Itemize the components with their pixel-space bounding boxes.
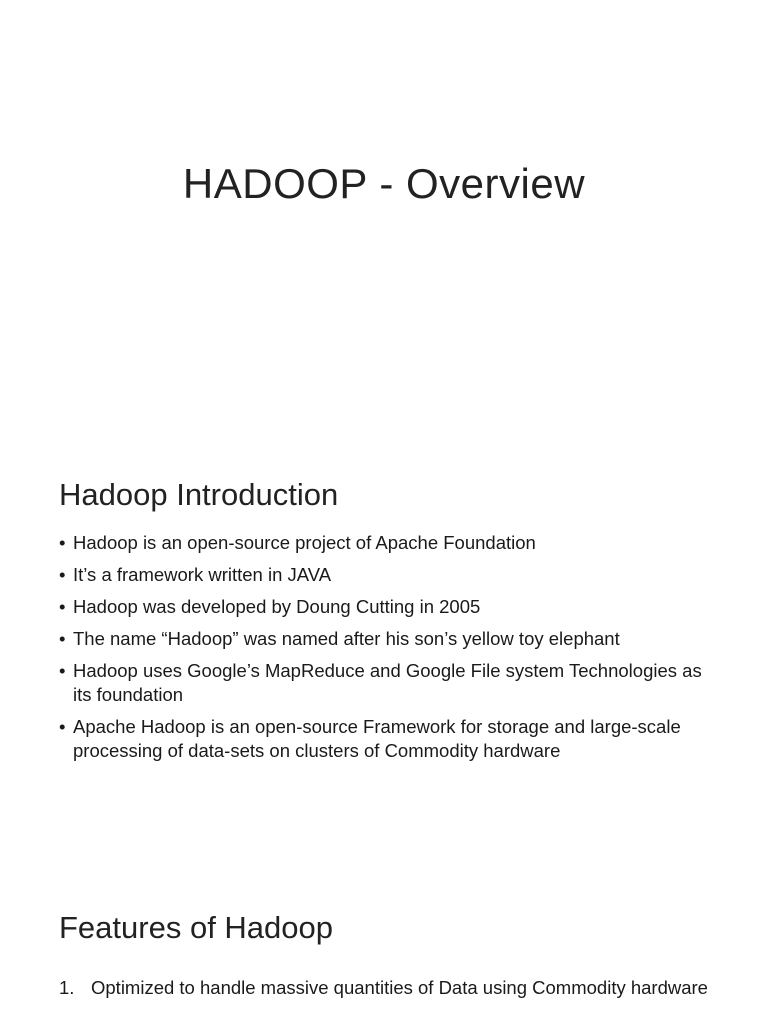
list-item-text: Apache Hadoop is an open-source Framework for storage and large-scale processing of data-sets on clusters of Commodity hardware bbox=[73, 716, 681, 761]
slide-title: HADOOP - Overview bbox=[182, 160, 586, 207]
intro-section bbox=[59, 477, 719, 771]
bullet-icon: • bbox=[59, 564, 66, 585]
bullet-icon: • bbox=[59, 532, 66, 553]
list-item bbox=[59, 595, 719, 619]
title-slide bbox=[0, 160, 768, 208]
list-item bbox=[59, 715, 719, 763]
list-item bbox=[59, 627, 719, 651]
list-item bbox=[59, 563, 719, 587]
bullet-icon: • bbox=[59, 660, 66, 681]
list-item-text: The name “Hadoop” was named after his son’s yellow toy elephant bbox=[73, 628, 620, 649]
list-item-text: Hadoop uses Google’s MapReduce and Google File system Technologies as its foundation bbox=[73, 660, 702, 705]
bullet-icon: • bbox=[59, 628, 66, 649]
bullet-icon: • bbox=[59, 596, 66, 617]
list-item-text: Hadoop was developed by Doung Cutting in 2005 bbox=[73, 596, 481, 617]
features-section bbox=[59, 910, 719, 1000]
features-heading: Features of Hadoop bbox=[59, 910, 334, 945]
intro-heading: Hadoop Introduction bbox=[59, 477, 339, 512]
intro-bullet-list bbox=[59, 531, 719, 763]
list-item bbox=[59, 531, 719, 555]
list-item bbox=[59, 976, 719, 1000]
bullet-icon: • bbox=[59, 716, 66, 737]
list-item bbox=[59, 659, 719, 707]
features-numbered-list bbox=[59, 976, 719, 1000]
list-item-text: It’s a framework written in JAVA bbox=[73, 564, 332, 585]
list-item-text: Optimized to handle massive quantities of Data using Commodity hardware bbox=[91, 977, 708, 998]
list-item-number: 1. bbox=[59, 977, 75, 998]
list-item-text: Hadoop is an open-source project of Apache Foundation bbox=[73, 532, 536, 553]
